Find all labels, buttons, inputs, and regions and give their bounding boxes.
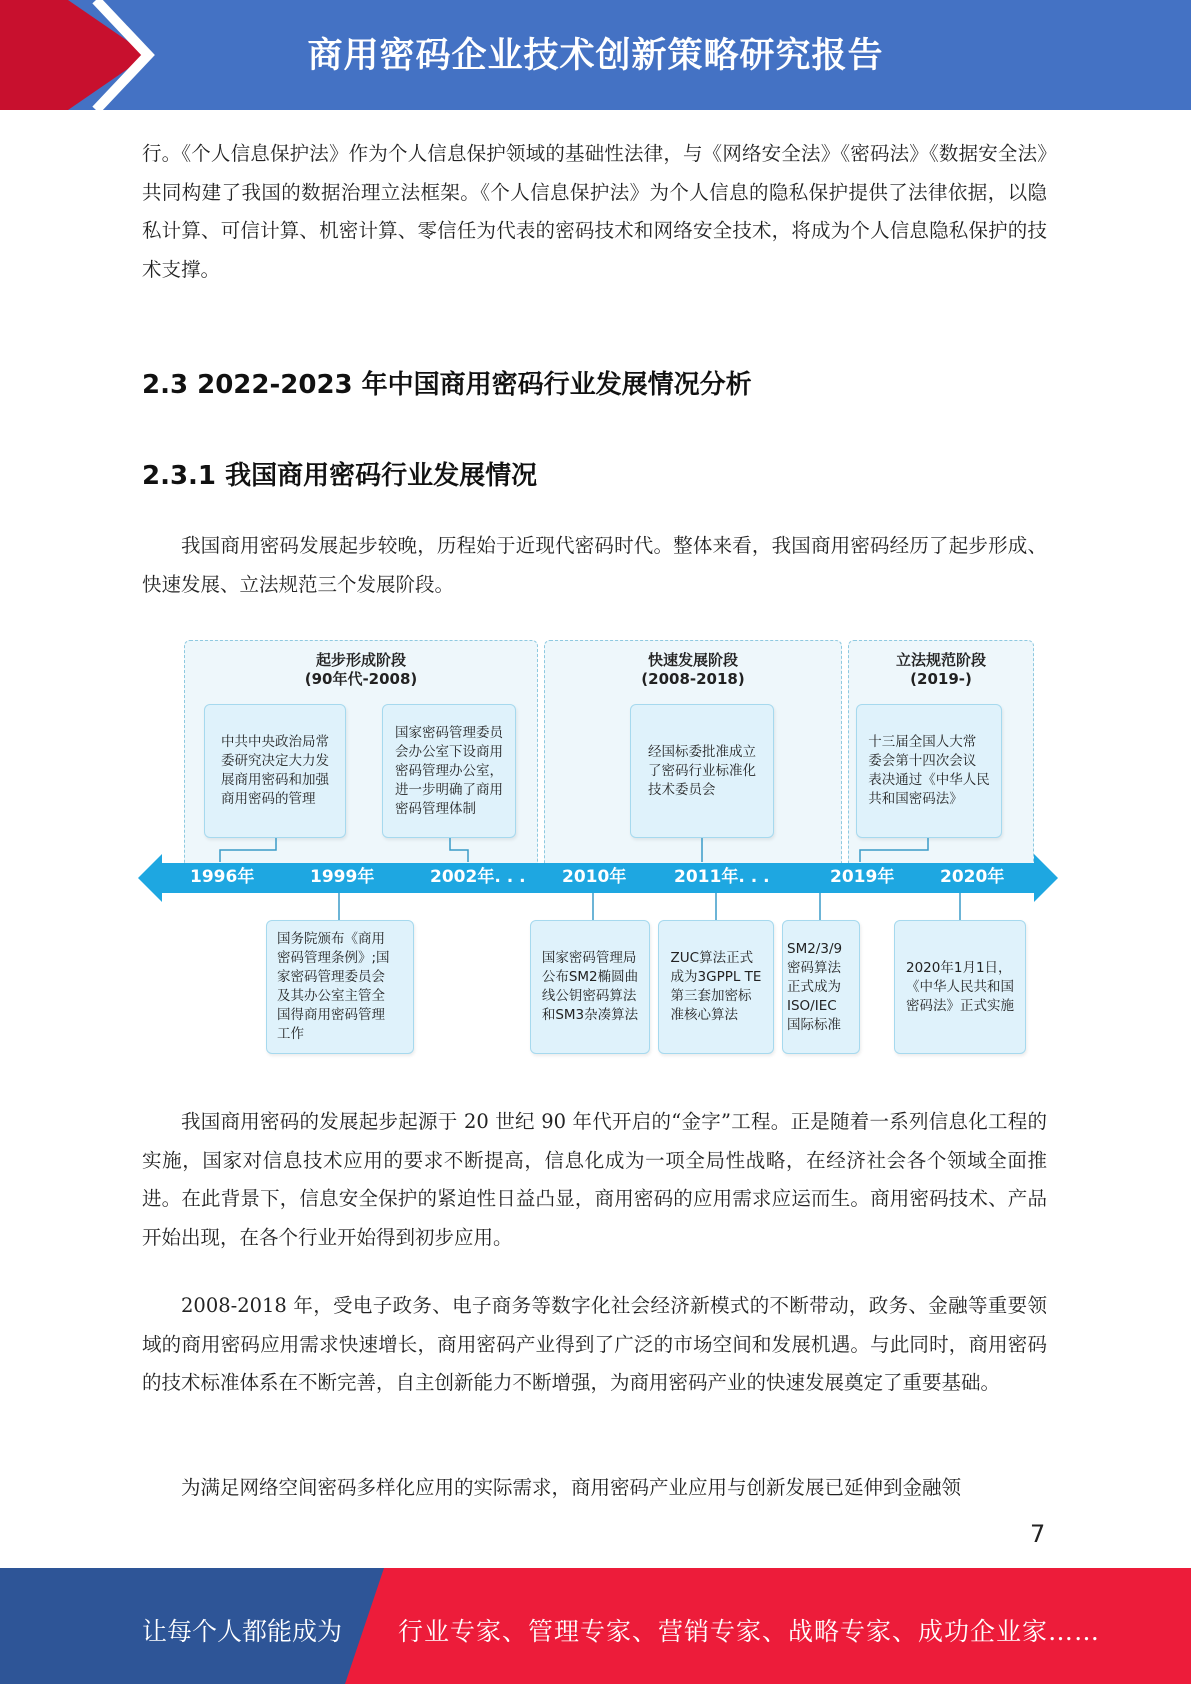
year-label: 2019年: [830, 867, 895, 887]
event-1996: 中共中央政治局常 委研究决定大力发 展商用密码和加强 商用密码的管理: [204, 704, 346, 838]
timeline-figure: [138, 632, 1058, 1062]
year-label: 2011年. . .: [674, 867, 770, 887]
body-paragraph: 我国商用密码的发展起步起源于 20 世纪 90 年代开启的“金字”工程。正是随着一系列信息化工程的实施，国家对信息技术应用的要求不断提高，信息化成为一项全局性战略，在经济社会各个领域全面推进。在此背景下，信息安全保护的紧迫性日益凸显，商用密码的应用需求应运而生。商用密码技术、产品开始出现，在各个行业开始得到初步应用。: [142, 1110, 1047, 1249]
body-paragraph: 为满足网络空间密码多样化应用的实际需求，商用密码产业应用与创新发展已延伸到金融领: [181, 1476, 962, 1499]
event-2020: 2020年1月1日， 《中华人民共和国 密码法》正式实施: [894, 920, 1026, 1054]
stage-period: (2019-): [910, 670, 972, 688]
stage-title: 立法规范阶段: [895, 651, 986, 669]
body-paragraph: 2008-2018 年，受电子政务、电子商务等数字化社会经济新模式的不断带动，政务、金融等重要领域的商用密码应用需求快速增长，商用密码产业得到了广泛的市场空间和发展机遇。与此同时，商用密码的技术标准体系在不断完善，自主创新能力不断增强，为商用密码产业的快速发展奠定了重要基础。: [142, 1294, 1047, 1394]
event-1999: 国务院颁布《商用 密码管理条例》;国 家密码管理委员会 及其办公室主管全 国得商用密码管理 工作: [266, 920, 414, 1054]
subsection-heading: 2.3.1 我国商用密码行业发展情况: [142, 461, 538, 491]
footer-slogan-left: 让每个人都能成为: [142, 1617, 343, 1646]
year-label: 2010年: [562, 867, 627, 887]
section-heading: 2.3 2022-2023 年中国商用密码行业发展情况分析: [142, 370, 752, 400]
stage-period: (2008-2018): [641, 670, 745, 688]
page-header: [0, 0, 1191, 110]
stage-title: 快速发展阶段: [647, 651, 738, 669]
event-2019: 十三届全国人大常 委会第十四次会议 表决通过《中华人民 共和国密码法》: [856, 704, 1002, 838]
intro-paragraph: 行。《个人信息保护法》作为个人信息保护领域的基础性法律，与《网络安全法》《密码法》《数据安全法》共同构建了我国的数据治理立法框架。《个人信息保护法》为个人信息的隐私保护提供了法律依据，以隐私计算、可信计算、机密计算、零信任为代表的密码技术和网络安全技术，将成为个人信息隐私保护的技术支撑。: [142, 142, 1047, 281]
event-2011-standards: 经国标委批准成立 了密码行业标准化 技术委员会: [630, 704, 774, 838]
year-label: 2002年. . .: [430, 867, 526, 887]
year-label: 2020年: [940, 867, 1005, 887]
footer-slogan-right: 行业专家、管理专家、营销专家、战略专家、成功企业家……: [398, 1617, 1101, 1646]
body-paragraph: 我国商用密码发展起步较晚，历程始于近现代密码时代。整体来看，我国商用密码经历了起步形成、快速发展、立法规范三个发展阶段。: [142, 534, 1047, 596]
stage-period: (90年代-2008): [304, 670, 418, 688]
page-footer: [0, 1568, 1191, 1684]
year-label: 1996年: [190, 867, 255, 887]
page-number: 7: [1030, 1520, 1046, 1548]
year-label: 1999年: [310, 867, 375, 887]
report-title: 商用密码企业技术创新策略研究报告: [307, 36, 884, 76]
event-iso-standard: SM2/3/9 密码算法 正式成为 ISO/IEC 国际标准: [782, 920, 860, 1054]
event-2011-zuc: ZUC算法正式 成为3GPPL TE 第三套加密标 准核心算法: [658, 920, 774, 1054]
stage-title: 起步形成阶段: [315, 651, 406, 669]
event-2002: 国家密码管理委员 会办公室下设商用 密码管理办公室， 进一步明确了商用 密码管理体制: [382, 704, 516, 838]
event-2010: 国家密码管理局 公布SM2椭圆曲 线公钥密码算法 和SM3杂凑算法: [530, 920, 650, 1054]
